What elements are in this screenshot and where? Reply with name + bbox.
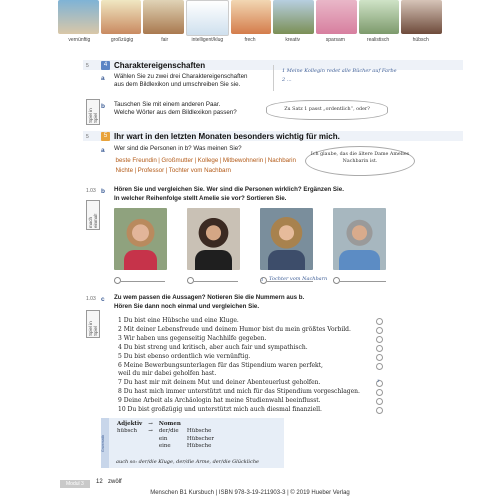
strip-label: hübsch — [412, 37, 429, 43]
statement: 3 Wir haben uns gegenseitig Nachhilfe gegeben. — [118, 335, 267, 342]
credit-line: Menschen B1 Kursbuch | ISBN 978-3-19-211903-3 | © 2019 Hueber Verlag — [150, 490, 350, 496]
handwritten-answer: 3 — [377, 378, 380, 383]
clothing — [339, 250, 380, 270]
statement: weil du mir dabei geholfen hast. — [118, 370, 217, 377]
statement: 5 Du bist ebenso ordentlich wie vernünftig. — [118, 353, 251, 360]
answer-radio[interactable] — [376, 345, 383, 352]
answer-radio[interactable] — [376, 407, 383, 414]
handwritten-note: 1 Meine Kollegin redet alle Bücher auf Farbe — [282, 68, 397, 74]
clothing — [195, 250, 232, 270]
handwritten-note: 2 ... — [282, 77, 292, 83]
section-title: Ihr wart in den letzten Monaten besonders wichtig für mich. — [114, 132, 340, 141]
audio-track: 1.03 — [86, 188, 96, 194]
word: Kollege — [197, 157, 219, 164]
statement: 1 Du bist eine Hübsche und eine Kluge. — [118, 317, 239, 324]
person-photo — [187, 208, 240, 270]
grammar-label: Grammatik — [101, 418, 109, 468]
notes-area — [273, 65, 464, 91]
person-photo — [260, 208, 313, 270]
statement: 2 Mit deiner Lebensfreude und deinem Humor bist du mein größtes Vorbild. — [118, 326, 351, 333]
strip-thumb — [401, 0, 442, 34]
answer-radio[interactable] — [376, 354, 383, 361]
statement: 4 Du bist streng und kritisch, aber auch fair und sympathisch. — [118, 344, 308, 351]
word-box: beste Freundin | Großmutter | Kollege | Mitbewohnerin | Nachbarin — [115, 157, 296, 164]
statement: 7 Du hast mir mit deinem Mut und deiner Abenteuerlust geholfen. — [118, 379, 321, 386]
noun: Hübsche — [186, 443, 212, 450]
image-strip — [58, 0, 442, 38]
page-word: zwölf — [108, 479, 122, 485]
strip-thumb — [273, 0, 314, 34]
speech-bubble: Ich glaube, das die ältere Dame Amelies Nachbarin ist. — [305, 146, 415, 176]
side-tag: Spiel in Spiel — [86, 99, 100, 125]
section-title: Charaktereigenschaften — [114, 61, 206, 70]
word: beste Freundin — [115, 157, 157, 164]
answer-line[interactable] — [194, 281, 238, 282]
task-text: Tauschen Sie mit einem anderen Paar. — [114, 101, 221, 108]
task-letter: b — [101, 103, 105, 110]
strip-label: fair — [161, 37, 169, 43]
answer-line[interactable] — [121, 281, 165, 282]
task-text: Hören Sie und vergleichen Sie. Wer sind die Personen wirklich? Ergänzen Sie. — [114, 186, 344, 193]
answer-radio[interactable] — [376, 327, 383, 334]
answer-line[interactable] — [340, 281, 386, 282]
grammar-table — [114, 420, 217, 450]
grammar-footer: auch so: der/die Kluge, der/die Arme, der/die Glückliche — [116, 459, 260, 465]
clothing — [268, 250, 305, 270]
handwritten-answer: Tochter vom Nachbarn — [269, 276, 328, 282]
word: Mitbewohnerin — [222, 157, 264, 164]
side-tag: Spiel in Spiel — [86, 310, 100, 338]
arrow: → — [148, 428, 153, 435]
section-badge: 5 — [101, 132, 110, 141]
word: Professor — [137, 167, 165, 174]
statement: 6 Meine Bewerbungsunterlagen für das Stipendium waren perfekt, — [118, 362, 323, 369]
answer-radio[interactable] — [376, 389, 383, 396]
strip-thumb — [359, 0, 400, 34]
task-letter: b — [101, 188, 105, 195]
task-text: Zu wem passen die Aussagen? Notieren Sie die Nummern aus b. — [114, 294, 305, 301]
task-letter: a — [101, 147, 105, 154]
task-text: Welche Wörter aus dem Bildlexikon passen? — [114, 109, 237, 116]
task-text: Wählen Sie zu zwei drei Charaktereigenschaften — [114, 73, 248, 80]
task-text: Hören Sie dann noch einmal und vergleichen Sie. — [114, 303, 260, 310]
strip-thumb — [186, 0, 229, 36]
person-photo — [333, 208, 386, 270]
speech-bubble: Zu Satz 1 passt „ordentlich“, oder? — [266, 100, 388, 120]
strip-thumb — [231, 0, 272, 34]
task-text: Wer sind die Personen in b? Was meinen Sie? — [114, 145, 242, 152]
clothing — [124, 250, 157, 270]
grammar-header: Adjektiv — [117, 420, 143, 427]
strip-thumb — [101, 0, 142, 34]
order-radio[interactable] — [114, 277, 121, 284]
noun: Hübsche — [186, 428, 212, 435]
page-number: 12 — [96, 479, 103, 485]
answer-radio[interactable] — [376, 363, 383, 370]
strip-label: großzügig — [110, 37, 134, 43]
strip-label: kreativ — [285, 37, 301, 43]
adjective: hübsch — [117, 428, 138, 435]
order-radio[interactable] — [333, 277, 340, 284]
audio-track: 1.03 — [86, 296, 96, 302]
word: Nichte — [115, 167, 134, 174]
strip-label: vernünftig — [68, 37, 91, 43]
task-number: 5 — [86, 134, 89, 140]
answer-radio[interactable] — [376, 398, 383, 405]
article: eine — [158, 443, 171, 450]
strip-thumb — [58, 0, 99, 34]
statement: 9 Deine Arbeit als Archäologin hat meine Studienwahl beeinflusst. — [118, 397, 321, 404]
word-box: Nichte | Professor | Tochter vom Nachbarn — [115, 167, 231, 174]
strip-label: frech — [244, 37, 256, 43]
order-radio[interactable] — [187, 277, 194, 284]
word: Großmutter — [161, 157, 194, 164]
strip-label: intelligent/klug — [191, 37, 224, 43]
word: Tochter vom Nachbarn — [168, 167, 231, 174]
task-letter: c — [101, 296, 105, 303]
module-tab: Modul 3 — [60, 480, 90, 488]
noun: Hübscher — [186, 435, 215, 442]
grammar-header: Nomen — [158, 420, 181, 427]
statement: 8 Du hast mich immer unterstützt und mich für das Stipendium vorgeschlagen. — [118, 388, 360, 395]
strip-labels — [58, 37, 442, 47]
article: der/die — [158, 428, 179, 435]
arrow: → — [148, 420, 153, 427]
statement: 10 Du bist großzügig und unterstützt mich auch diesmal finanziell. — [118, 406, 322, 413]
task-text: In welcher Reihenfolge stellt Amelie sie vor? Sortieren Sie. — [114, 195, 287, 202]
strip-thumb — [143, 0, 184, 34]
answer-number: 1 — [261, 277, 264, 282]
strip-thumb — [316, 0, 357, 34]
strip-label: sparsam — [325, 37, 345, 43]
answer-radio[interactable] — [376, 336, 383, 343]
person-photo — [114, 208, 167, 270]
side-tag: mach einmal! — [86, 200, 100, 230]
task-number: 5 — [86, 63, 89, 69]
strip-label: realistisch — [366, 37, 390, 43]
task-letter: a — [101, 75, 105, 82]
task-text: aus dem Bildlexikon und umschreiben Sie sie. — [114, 81, 241, 88]
section-badge: 4 — [101, 61, 110, 70]
answer-radio[interactable] — [376, 318, 383, 325]
word: Nachbarin — [267, 157, 296, 164]
article: ein — [158, 435, 168, 442]
